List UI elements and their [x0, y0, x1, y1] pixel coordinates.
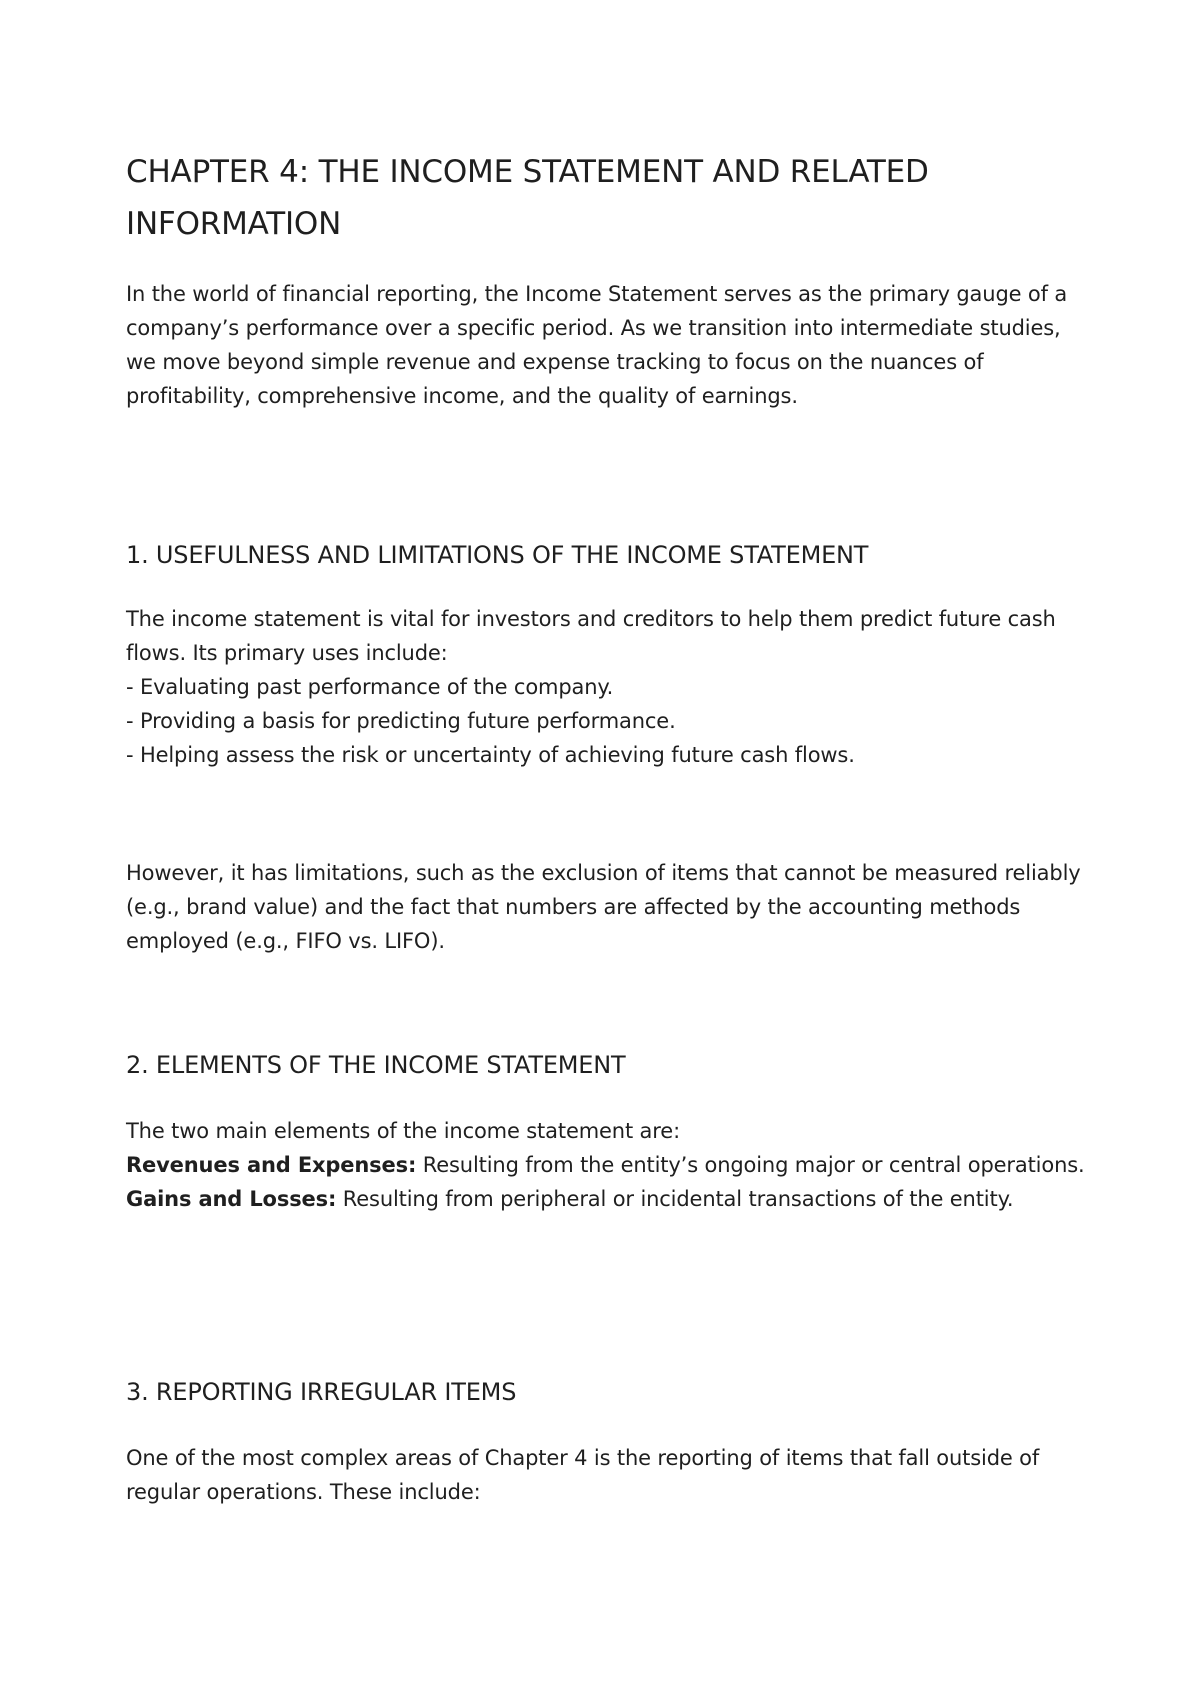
element-term: Revenues and Expenses: — [126, 1153, 417, 1177]
section-2-heading: 2. ELEMENTS OF THE INCOME STATEMENT — [126, 1051, 626, 1079]
intro-block — [126, 277, 1086, 413]
intro-paragraph: In the world of financial reporting, the Income Statement serves as the primary gauge of a company’s performance over a specific period. As we transition into intermediate studies, we move beyond simple revenue and expense tracking to focus on the nuances of profitability, comprehensive income, and the quality of earnings. — [126, 282, 1068, 408]
element-definition: Resulting from peripheral or incidental transactions of the entity. — [336, 1187, 1014, 1211]
element-gains-losses — [126, 1182, 1086, 1216]
section-2 — [126, 1048, 1086, 1082]
section-2-lead: The two main elements of the income statement are: — [126, 1119, 680, 1143]
section-3-lead: One of the most complex areas of Chapter 4 is the reporting of items that fall outside of regular operations. These include: — [126, 1446, 1040, 1504]
element-revenues-expenses — [126, 1148, 1086, 1182]
element-term: Gains and Losses: — [126, 1187, 337, 1211]
section-1-lead: The income statement is vital for investors and creditors to help them predict future cash flows. Its primary uses include: — [126, 607, 1056, 665]
section-2-body — [126, 1114, 1086, 1216]
list-item: - Helping assess the risk or uncertainty of achieving future cash flows. — [126, 743, 855, 767]
element-definition: Resulting from the entity’s ongoing major or central operations. — [416, 1153, 1085, 1177]
chapter-title: CHAPTER 4: THE INCOME STATEMENT AND RELATED INFORMATION — [126, 154, 929, 242]
section-3-body — [126, 1441, 1086, 1509]
section-3-heading: 3. REPORTING IRREGULAR ITEMS — [126, 1378, 517, 1406]
list-item: - Providing a basis for predicting future performance. — [126, 709, 676, 733]
section-1 — [126, 538, 1086, 572]
section-3 — [126, 1375, 1086, 1409]
section-1-body — [126, 602, 1086, 772]
section-1-heading: 1. USEFULNESS AND LIMITATIONS OF THE INCOME STATEMENT — [126, 541, 869, 569]
limitations-block — [126, 856, 1086, 958]
list-item: - Evaluating past performance of the company. — [126, 675, 614, 699]
uses-list — [126, 670, 1086, 772]
limitations-paragraph: However, it has limitations, such as the exclusion of items that cannot be measured reliably (e.g., brand value) and the fact that numbers are affected by the accounting methods employed (e.g., FIFO vs. LIFO). — [126, 861, 1081, 953]
